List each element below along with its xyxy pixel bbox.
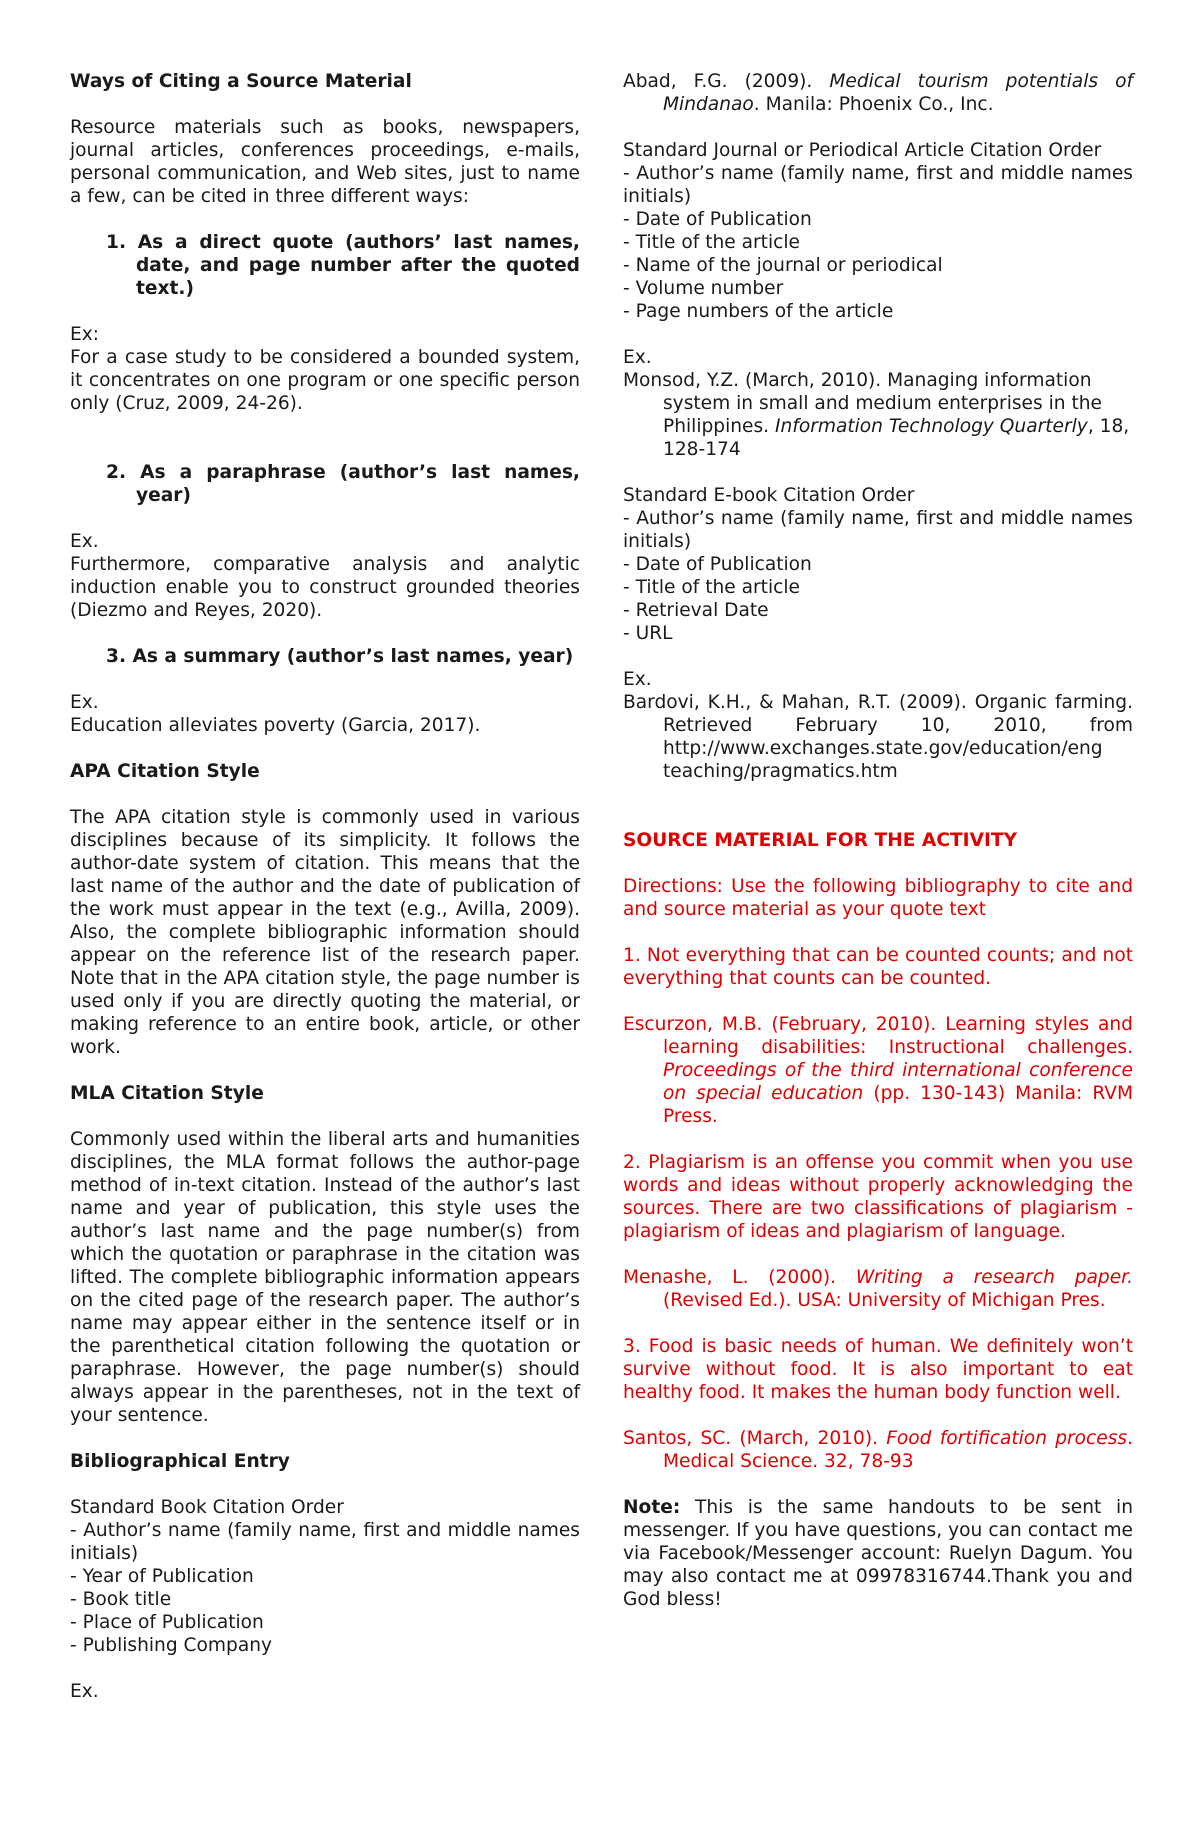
bib-heading: Bibliographical Entry xyxy=(70,1451,290,1472)
list-item: - Volume number xyxy=(623,278,784,299)
monsod-citation: Monsod, Y.Z. (March, 2010). Managing information system in small and medium enterprises in the Philippines. Information Technology Quarterly, 18, 128-174 xyxy=(623,370,1130,460)
ways-heading: Ways of Citing a Source Material xyxy=(70,71,412,92)
list-item: - Page numbers of the article xyxy=(623,301,894,322)
list-item: - URL xyxy=(623,623,673,644)
summary-item: 3. As a summary (author’s last names, year) xyxy=(106,646,574,667)
source-material-heading: SOURCE MATERIAL FOR THE ACTIVITY xyxy=(623,830,1018,851)
ebook-ex-label: Ex. xyxy=(623,669,652,690)
apa-heading: APA Citation Style xyxy=(70,761,260,782)
note-text: This is the same handouts to be sent in messenger. If you have questions, you can contact me via Facebook/Messenger account: Ruelyn Dagum. You may also contact me at 09978316744.Thank you and God bless! xyxy=(623,1497,1133,1610)
bardovi-citation: Bardovi, K.H., & Mahan, R.T. (2009). Organic farming. Retrieved February 10, 2010, from http://www.exchanges.state.gov/education/eng teaching/pragmatics.htm xyxy=(623,692,1133,782)
list-item: - Name of the journal or periodical xyxy=(623,255,943,276)
list-item: - Date of Publication xyxy=(623,209,812,230)
ex1-text: For a case study to be considered a bounded system, it concentrates on one program or one specific person only (Cruz, 2009, 24-26). xyxy=(70,347,580,414)
list-item: - Retrieval Date xyxy=(623,600,769,621)
ex2-text: Furthermore, comparative analysis and analytic induction enable you to construct grounded theories (Diezmo and Reyes, 2020). xyxy=(70,554,580,621)
list-item: - Book title xyxy=(70,1589,172,1610)
journal-order-list xyxy=(623,162,1133,323)
ebook-order-list xyxy=(623,507,1133,645)
direct-quote-item: 1. As a direct quote (authors’ last names, date, and page number after the quoted text.) xyxy=(106,232,580,299)
quote-1: 1. Not everything that can be counted counts; and not everything that counts can be counted. xyxy=(623,945,1133,989)
note-paragraph xyxy=(623,1496,1133,1611)
menashe-citation: Menashe, L. (2000). Writing a research paper. (Revised Ed.). USA: University of Michigan Pres. xyxy=(623,1267,1133,1311)
directions-text: Directions: Use the following bibliography to cite and and source material as your quote text xyxy=(623,876,1133,920)
note-label: Note: xyxy=(623,1497,681,1518)
santos-citation: Santos, SC. (March, 2010). Food fortification process. Medical Science. 32, 78-93 xyxy=(623,1428,1133,1472)
ex3-text: Education alleviates poverty (Garcia, 2017). xyxy=(70,715,481,736)
list-item: - Place of Publication xyxy=(70,1612,264,1633)
mla-text: Commonly used within the liberal arts and humanities disciplines, the MLA format follows the author-page method of in-text citation. Instead of the author’s last name and year of publication, this style uses the author’s last name and the page number(s) from which the quotation or paraphrase in the citation was lifted. The complete bibliographic information appears on the cited page of the research paper. The author’s name may appear either in the sentence itself or in the parenthetical citation following the quotation or paraphrase. However, the page number(s) should always appear in the parentheses, not in the text of your sentence. xyxy=(70,1129,580,1426)
ex2-label: Ex. xyxy=(70,531,99,552)
list-item: - Author’s name (family name, first and middle names initials) xyxy=(623,163,1133,207)
quote-2: 2. Plagiarism is an offense you commit when you use words and ideas without properly acknowledging the sources. There are two classifications of plagiarism - plagiarism of ideas and plagiarism of language. xyxy=(623,1152,1133,1242)
quote-3: 3. Food is basic needs of human. We definitely won’t survive without food. It is also important to eat healthy food. It makes the human body function well. xyxy=(623,1336,1133,1403)
escurzon-citation: Escurzon, M.B. (February, 2010). Learning styles and learning disabilities: Instructional challenges. Proceedings of the third international conference on special education (pp. 130-143) Manila: RVM Press. xyxy=(623,1014,1134,1127)
abad-citation: Abad, F.G. (2009). Medical tourism potentials of Mindanao. Manila: Phoenix Co., Inc. xyxy=(623,71,1133,115)
list-item: - Title of the article xyxy=(623,577,800,598)
book-order-title: Standard Book Citation Order xyxy=(70,1497,344,1518)
journal-ex-label: Ex. xyxy=(623,347,652,368)
apa-text: The APA citation style is commonly used in various disciplines because of its simplicity. It follows the author-date system of citation. This means that the last name of the author and the date of publication of the work must appear in the text (e.g., Avilla, 2009). Also, the complete bibliographic information should appear on the reference list of the research paper. Note that in the APA citation style, the page number is used only if you are directly quoting the material, or making reference to an entire book, article, or other work. xyxy=(70,807,580,1058)
journal-order-title: Standard Journal or Periodical Article Citation Order xyxy=(623,140,1102,161)
right-column xyxy=(623,70,1133,1611)
list-item: - Author’s name (family name, first and middle names initials) xyxy=(623,508,1133,552)
list-item: - Publishing Company xyxy=(70,1635,273,1656)
ex1-label: Ex: xyxy=(70,324,100,345)
book-ex-label: Ex. xyxy=(70,1681,99,1702)
left-column xyxy=(70,70,580,1703)
paraphrase-item: 2. As a paraphrase (author’s last names, year) xyxy=(106,462,580,506)
ways-intro: Resource materials such as books, newspapers, journal articles, conferences proceedings, e-mails, personal communication, and Web sites, just to name a few, can be cited in three different ways: xyxy=(70,117,580,207)
ex3-label: Ex. xyxy=(70,692,99,713)
list-item: - Title of the article xyxy=(623,232,800,253)
book-order-list xyxy=(70,1519,580,1657)
list-item: - Date of Publication xyxy=(623,554,812,575)
list-item: - Year of Publication xyxy=(70,1566,254,1587)
list-item: - Author’s name (family name, first and middle names initials) xyxy=(70,1520,580,1564)
ebook-order-title: Standard E-book Citation Order xyxy=(623,485,915,506)
mla-heading: MLA Citation Style xyxy=(70,1083,264,1104)
